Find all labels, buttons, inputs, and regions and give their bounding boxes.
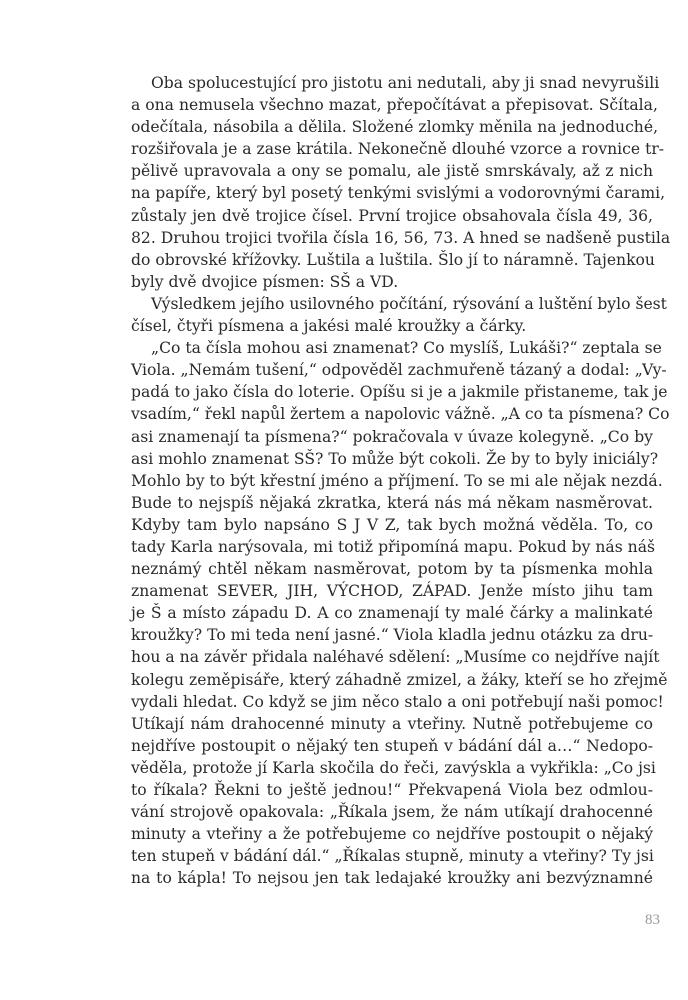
paragraph xyxy=(131,293,667,337)
text-line: padá to jako čísla do loterie. Opíšu si je a jakmile přistaneme, tak je xyxy=(131,383,668,402)
text-line: tady Karla narýsovala, mi totiž připomíná mapu. Pokud by nás náš xyxy=(131,537,656,556)
text-line: Mohlo by to být křestní jméno a příjmení. To se mi ale nějak nezdá. xyxy=(131,471,663,490)
text-line: čísel, čtyři písmena a jakési malé kroužky a čárky. xyxy=(131,317,527,336)
text-line: zůstaly jen dvě trojice čísel. První trojice obsahovala čísla 49, 36, xyxy=(131,206,653,225)
text-line: rozšiřovala je a zase krátila. Nekonečně dlouhé vzorce a rovnice tr- xyxy=(131,140,665,159)
text-line: pělivě upravovala a ony se pomalu, ale jistě smrskávaly, až z nich xyxy=(131,162,653,181)
text-line: Výsledkem jejího usilovného počítání, rýsování a luštění bylo šest xyxy=(151,294,667,313)
text-line: znamenat SEVER, JIH, VÝCHOD, ZÁPAD. Jenže místo jihu tam xyxy=(131,582,653,601)
body-text xyxy=(131,72,671,889)
text-line: je Š a místo západu D. A co znamenají ty malé čárky a malinkaté xyxy=(131,604,653,623)
text-line: Viola. „Nemám tušení,“ odpověděl zachmuřeně tázaný a dodal: „Vy- xyxy=(131,361,667,380)
paragraph xyxy=(131,337,670,889)
text-line: Utíkají nám drahocenné minuty a vteřiny. Nutně potřebujeme co xyxy=(131,714,653,733)
text-line: minuty a vteřiny a že potřebujeme co nejdříve postoupit o nějaký xyxy=(131,825,653,844)
text-line: vydali hledat. Co když se jim něco stalo a oni potřebují naši pomoc! xyxy=(131,692,664,711)
text-line: asi mohlo znamenat SŠ? To může být cokoli. Že by to byly iniciály? xyxy=(131,449,659,468)
text-line: do obrovské křížovky. Luštila a luštila. Šlo jí to náramně. Tajenkou xyxy=(131,250,655,269)
text-line: vsadím,“ řekl napůl žertem a napolovic vážně. „A co ta písmena? Co xyxy=(131,405,670,424)
text-line: Oba spolucestující pro jistotu ani nedutali, aby ji snad nevyrušili xyxy=(151,74,660,92)
text-line: věděla, protože jí Karla skočila do řeči, zavýskla a vykřikla: „Co jsi xyxy=(131,758,656,777)
text-line: odečítala, násobila a dělila. Složené zlomky měnila na jednoduché, xyxy=(131,118,659,137)
text-line: ten stupeň v bádání dál.“ „Říkalas stupně, minuty a vteřiny? Ty jsi xyxy=(131,847,654,866)
text-line: 82. Druhou trojici tvořila čísla 16, 56, 73. A hned se nadšeně pustila xyxy=(131,228,671,247)
text-line: asi znamenají ta písmena?“ pokračovala v úvaze kolegyně. „Co by xyxy=(131,427,653,446)
text-line: „Co ta čísla mohou asi znamenat? Co myslíš, Lukáši?“ zeptala se xyxy=(151,339,662,358)
text-line: neznámý chtěl někam nasměrovat, potom by ta písmenka mohla xyxy=(131,560,653,579)
text-line: hou a na závěr přidala naléhavé sdělení: „Musíme co nejdříve najít xyxy=(131,648,660,667)
text-line: Kdyby tam bylo napsáno S J V Z, tak bych možná věděla. To, co xyxy=(131,515,653,534)
text-line: Bude to nejspíš nějaká zkratka, která nás má někam nasměrovat. xyxy=(131,493,653,512)
text-line: to říkala? Řekni to ještě jednou!“ Překvapená Viola bez odmlou- xyxy=(131,781,653,799)
text-line: nejdříve postoupit o nějaký ten stupeň v bádání dál a…“ Nedopo- xyxy=(131,736,653,755)
text-line: kolegu zeměpisáře, který záhadně zmizel, a žáky, kteří se ho zřejmě xyxy=(131,670,668,689)
text-line: byly dvě dvojice písmen: SŠ a VD. xyxy=(131,272,399,291)
text-line: na papíře, který byl posetý tenkými svislými a vodorovnými čarami, xyxy=(131,184,666,203)
text-line: a ona nemusela všechno mazat, přepočítávat a přepisovat. Sčítala, xyxy=(131,96,658,115)
text-line: na to kápla! To nejsou jen tak ledajaké kroužky ani bezvýznamné xyxy=(131,869,653,888)
text-line: kroužky? To mi teda není jasné.“ Viola kladla jednu otázku za dru- xyxy=(131,626,654,645)
paragraph xyxy=(131,72,671,293)
text-line: vání strojově opakovala: „Říkala jsem, že nám utíkají drahocenné xyxy=(131,803,653,822)
page-number: 83 xyxy=(645,912,660,928)
